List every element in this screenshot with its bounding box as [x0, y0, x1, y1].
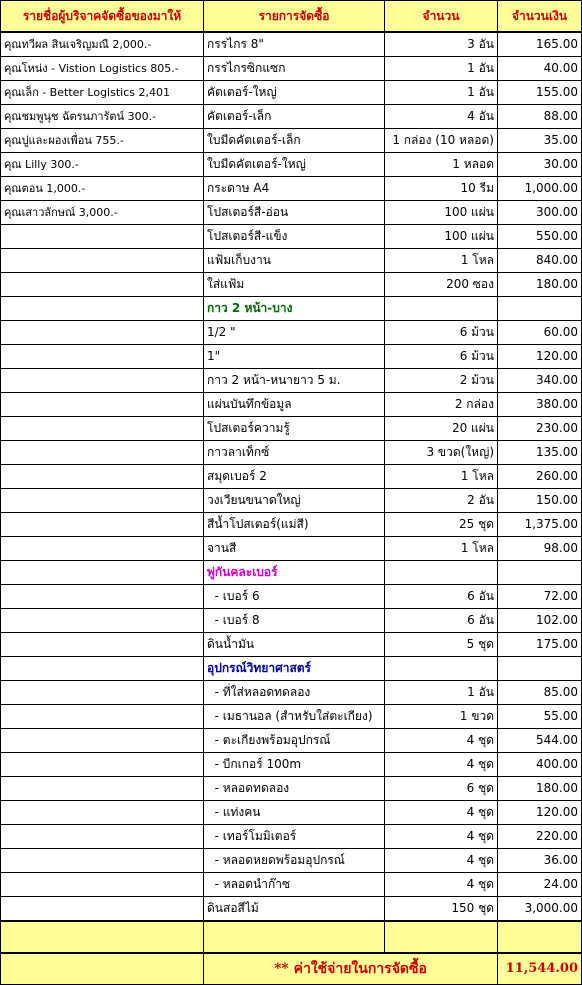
amount-cell[interactable]: 180.00 — [498, 273, 582, 297]
donor-cell[interactable] — [1, 753, 204, 777]
donor-cell[interactable] — [1, 417, 204, 441]
quantity-cell[interactable] — [385, 657, 498, 681]
item-cell[interactable]: ดินน้ำมัน — [204, 633, 385, 657]
spacer-cell[interactable] — [498, 921, 582, 953]
amount-cell[interactable]: 150.00 — [498, 489, 582, 513]
item-cell[interactable]: - หลอดนำก๊าซ — [204, 873, 385, 897]
amount-cell[interactable] — [498, 561, 582, 585]
table-row — [1, 465, 582, 489]
quantity-cell[interactable]: 3 อัน — [385, 32, 498, 57]
quantity-cell[interactable]: 1 อัน — [385, 57, 498, 81]
item-cell[interactable]: คัตเตอร์-เล็ก — [204, 105, 385, 129]
quantity-cell[interactable]: 1 ขวด — [385, 705, 498, 729]
donor-cell[interactable] — [1, 369, 204, 393]
amount-cell[interactable]: 40.00 — [498, 57, 582, 81]
quantity-cell[interactable]: 20 แผ่น — [385, 417, 498, 441]
table-row — [1, 849, 582, 873]
total-row — [1, 953, 582, 985]
item-cell[interactable]: โปสเตอร์ความรู้ — [204, 417, 385, 441]
table-row — [1, 681, 582, 705]
amount-cell[interactable]: 3,000.00 — [498, 897, 582, 922]
item-cell[interactable]: กระดาษ A4 — [204, 177, 385, 201]
donor-cell[interactable] — [1, 465, 204, 489]
item-cell[interactable]: พู่กันคละเบอร์ — [204, 561, 385, 585]
item-cell[interactable]: อุปกรณ์วิทยาศาสตร์ — [204, 657, 385, 681]
donor-cell[interactable] — [1, 489, 204, 513]
table-row — [1, 345, 582, 369]
item-cell[interactable]: กรรไกร 8" — [204, 32, 385, 57]
item-cell[interactable]: 1/2 " — [204, 321, 385, 345]
table-row — [1, 729, 582, 753]
table-row — [1, 129, 582, 153]
item-cell[interactable]: - แท่งคน — [204, 801, 385, 825]
item-cell[interactable]: - หลอดทดลอง — [204, 777, 385, 801]
item-cell[interactable]: กาว 2 หน้า-หนายาว 5 ม. — [204, 369, 385, 393]
item-cell[interactable]: วงเวียนขนาดใหญ่ — [204, 489, 385, 513]
item-cell[interactable]: สมุดเบอร์ 2 — [204, 465, 385, 489]
donor-cell[interactable] — [1, 249, 204, 273]
amount-cell[interactable]: 85.00 — [498, 681, 582, 705]
donor-cell[interactable] — [1, 705, 204, 729]
quantity-cell[interactable]: 4 ชุด — [385, 729, 498, 753]
quantity-cell[interactable]: 1 หลอด — [385, 153, 498, 177]
donor-cell[interactable] — [1, 513, 204, 537]
donor-cell[interactable] — [1, 441, 204, 465]
amount-cell[interactable]: 175.00 — [498, 633, 582, 657]
donor-cell[interactable] — [1, 297, 204, 321]
table-row — [1, 321, 582, 345]
spacer-cell[interactable] — [385, 921, 498, 953]
amount-cell[interactable]: 165.00 — [498, 32, 582, 57]
amount-cell[interactable]: 230.00 — [498, 417, 582, 441]
donor-cell[interactable]: คุณ Lilly 300.- — [1, 153, 204, 177]
amount-cell[interactable]: 102.00 — [498, 609, 582, 633]
quantity-cell[interactable]: 1 อัน — [385, 81, 498, 105]
donor-cell[interactable] — [1, 633, 204, 657]
spacer-row — [1, 921, 582, 953]
table-row — [1, 705, 582, 729]
table-row — [1, 57, 582, 81]
donor-cell[interactable] — [1, 273, 204, 297]
quantity-cell[interactable]: 2 กล่อง — [385, 393, 498, 417]
table-row — [1, 153, 582, 177]
donor-cell[interactable]: คุณเล็ก - Better Logistics 2,401 — [1, 81, 204, 105]
quantity-cell[interactable]: 4 ชุด — [385, 753, 498, 777]
table-row — [1, 441, 582, 465]
donor-cell[interactable] — [1, 825, 204, 849]
table-row — [1, 897, 582, 922]
donor-cell[interactable] — [1, 777, 204, 801]
amount-cell[interactable]: 60.00 — [498, 321, 582, 345]
item-cell[interactable]: ใบมีดคัตเตอร์-ใหญ่ — [204, 153, 385, 177]
item-cell[interactable]: ใส่แฟ้ม — [204, 273, 385, 297]
table-row — [1, 81, 582, 105]
table-row — [1, 369, 582, 393]
table-row — [1, 249, 582, 273]
header-row — [1, 1, 582, 33]
donor-cell[interactable] — [1, 681, 204, 705]
table-row — [1, 489, 582, 513]
item-cell[interactable]: แผ่นบันทึกข้อมูล — [204, 393, 385, 417]
quantity-cell[interactable]: 4 ชุด — [385, 849, 498, 873]
quantity-cell[interactable]: 4 ชุด — [385, 801, 498, 825]
amount-cell[interactable]: 35.00 — [498, 129, 582, 153]
quantity-cell[interactable] — [385, 561, 498, 585]
donor-cell[interactable] — [1, 729, 204, 753]
table-body — [1, 32, 582, 921]
item-cell[interactable]: - เทอร์โมมิเตอร์ — [204, 825, 385, 849]
table-row — [1, 537, 582, 561]
spacer-cell[interactable] — [1, 921, 204, 953]
amount-cell[interactable]: 135.00 — [498, 441, 582, 465]
quantity-cell[interactable]: 5 ชุด — [385, 633, 498, 657]
quantity-cell[interactable]: 1 กล่อง (10 หลอด) — [385, 129, 498, 153]
donors-header[interactable]: รายชื่อผู้บริจาคจัดซื้อของมาให้ — [1, 1, 204, 33]
table-row — [1, 297, 582, 321]
item-cell[interactable]: กรรไกรซิกแซก — [204, 57, 385, 81]
table-row — [1, 105, 582, 129]
item-cell[interactable]: - เบอร์ 8 — [204, 609, 385, 633]
item-cell[interactable]: - เมธานอล (สำหรับใส่ตะเกียง) — [204, 705, 385, 729]
amount-cell[interactable]: 550.00 — [498, 225, 582, 249]
amount-cell[interactable]: 120.00 — [498, 345, 582, 369]
item-cell[interactable]: - เบอร์ 6 — [204, 585, 385, 609]
donor-cell[interactable] — [1, 801, 204, 825]
table-row — [1, 825, 582, 849]
item-cell[interactable]: จานสี — [204, 537, 385, 561]
amount-cell[interactable]: 300.00 — [498, 201, 582, 225]
quantity-cell[interactable]: 4 ชุด — [385, 873, 498, 897]
donor-cell[interactable]: คุณทวีผล สินเจริญมณี 2,000.- — [1, 32, 204, 57]
table-row — [1, 609, 582, 633]
table-row — [1, 513, 582, 537]
amount-cell[interactable]: 88.00 — [498, 105, 582, 129]
spacer-cell[interactable] — [204, 921, 385, 953]
table-row — [1, 201, 582, 225]
item-cell[interactable]: แฟ้มเก็บงาน — [204, 249, 385, 273]
donor-cell[interactable]: คุณตอน 1,000.- — [1, 177, 204, 201]
table-row — [1, 585, 582, 609]
item-cell[interactable]: - ที่ใส่หลอดทดลอง — [204, 681, 385, 705]
table-row — [1, 657, 582, 681]
item-cell[interactable]: 1" — [204, 345, 385, 369]
amount-cell[interactable]: 380.00 — [498, 393, 582, 417]
item-cell[interactable]: ดินสอสีไม้ — [204, 897, 385, 922]
amount-cell[interactable]: 155.00 — [498, 81, 582, 105]
amount-cell[interactable]: 98.00 — [498, 537, 582, 561]
total-value[interactable]: 11,544.00 — [498, 953, 582, 985]
amount-header[interactable]: จำนวนเงิน — [498, 1, 582, 33]
quantity-header[interactable]: จำนวน — [385, 1, 498, 33]
table-row — [1, 32, 582, 57]
item-cell[interactable]: กาว 2 หน้า-บาง — [204, 297, 385, 321]
quantity-cell[interactable]: 3 ขวด(ใหญ่) — [385, 441, 498, 465]
items-header[interactable]: รายการจัดซื้อ — [204, 1, 385, 33]
donor-cell[interactable] — [1, 225, 204, 249]
donor-cell[interactable]: คุณโหน่ง - Vistion Logistics 805.- — [1, 57, 204, 81]
donor-cell[interactable] — [1, 537, 204, 561]
donor-cell[interactable] — [1, 321, 204, 345]
quantity-cell[interactable]: 1 โหล — [385, 249, 498, 273]
item-cell[interactable]: ใบมีดคัตเตอร์-เล็ก — [204, 129, 385, 153]
item-cell[interactable]: โปสเตอร์สี-แข็ง — [204, 225, 385, 249]
donor-cell[interactable]: คุณชมพูนุช ฉัตรนภารัตน์ 300.- — [1, 105, 204, 129]
item-cell[interactable]: กาวลาเท็กซ์ — [204, 441, 385, 465]
amount-cell[interactable]: 30.00 — [498, 153, 582, 177]
quantity-cell[interactable]: 6 อัน — [385, 585, 498, 609]
table-row — [1, 177, 582, 201]
quantity-cell[interactable]: 2 ม้วน — [385, 369, 498, 393]
donor-cell[interactable] — [1, 585, 204, 609]
amount-cell[interactable]: 120.00 — [498, 801, 582, 825]
quantity-cell[interactable] — [385, 297, 498, 321]
item-cell[interactable]: โปสเตอร์สี-อ่อน — [204, 201, 385, 225]
quantity-cell[interactable]: 2 อัน — [385, 489, 498, 513]
table-row — [1, 393, 582, 417]
quantity-cell[interactable]: 25 ชุด — [385, 513, 498, 537]
table-row — [1, 633, 582, 657]
amount-cell[interactable] — [498, 297, 582, 321]
amount-cell[interactable]: 36.00 — [498, 849, 582, 873]
total-empty-cell[interactable] — [1, 953, 204, 985]
donor-cell[interactable] — [1, 393, 204, 417]
table-row — [1, 753, 582, 777]
donor-cell[interactable] — [1, 345, 204, 369]
donor-cell[interactable] — [1, 561, 204, 585]
quantity-cell[interactable]: 150 ชุด — [385, 897, 498, 922]
donor-cell[interactable] — [1, 897, 204, 922]
amount-cell[interactable] — [498, 657, 582, 681]
quantity-cell[interactable]: 100 แผ่น — [385, 225, 498, 249]
table-row — [1, 225, 582, 249]
amount-cell[interactable]: 24.00 — [498, 873, 582, 897]
item-cell[interactable]: - บีกเกอร์ 100m — [204, 753, 385, 777]
amount-cell[interactable]: 1,375.00 — [498, 513, 582, 537]
amount-cell[interactable]: 400.00 — [498, 753, 582, 777]
table-row — [1, 873, 582, 897]
quantity-cell[interactable]: 1 โหล — [385, 537, 498, 561]
amount-cell[interactable]: 260.00 — [498, 465, 582, 489]
table-row — [1, 417, 582, 441]
quantity-cell[interactable]: 10 รีม — [385, 177, 498, 201]
amount-cell[interactable]: 840.00 — [498, 249, 582, 273]
quantity-cell[interactable]: 4 อัน — [385, 105, 498, 129]
total-label[interactable]: ** ค่าใช้จ่ายในการจัดซื้อ — [204, 953, 498, 985]
amount-cell[interactable]: 180.00 — [498, 777, 582, 801]
quantity-cell[interactable]: 6 ม้วน — [385, 345, 498, 369]
amount-cell[interactable]: 55.00 — [498, 705, 582, 729]
amount-cell[interactable]: 544.00 — [498, 729, 582, 753]
amount-cell[interactable]: 1,000.00 — [498, 177, 582, 201]
item-cell[interactable]: - ตะเกียงพร้อมอุปกรณ์ — [204, 729, 385, 753]
quantity-cell[interactable]: 100 แผ่น — [385, 201, 498, 225]
quantity-cell[interactable]: 1 อัน — [385, 681, 498, 705]
quantity-cell[interactable]: 6 ม้วน — [385, 321, 498, 345]
item-cell[interactable]: สีน้ำโปสเตอร์(แม่สี) — [204, 513, 385, 537]
table-row — [1, 777, 582, 801]
table-row — [1, 273, 582, 297]
table-row — [1, 801, 582, 825]
quantity-cell[interactable]: 200 ซอง — [385, 273, 498, 297]
donor-cell[interactable] — [1, 849, 204, 873]
donor-cell[interactable] — [1, 873, 204, 897]
quantity-cell[interactable]: 1 โหล — [385, 465, 498, 489]
amount-cell[interactable]: 72.00 — [498, 585, 582, 609]
donor-cell[interactable]: คุณเสาวลักษณ์ 3,000.- — [1, 201, 204, 225]
quantity-cell[interactable]: 6 อัน — [385, 609, 498, 633]
item-cell[interactable]: คัตเตอร์-ใหญ่ — [204, 81, 385, 105]
quantity-cell[interactable]: 6 ชุด — [385, 777, 498, 801]
amount-cell[interactable]: 340.00 — [498, 369, 582, 393]
table-row — [1, 561, 582, 585]
quantity-cell[interactable]: 4 ชุด — [385, 825, 498, 849]
amount-cell[interactable]: 220.00 — [498, 825, 582, 849]
donor-cell[interactable] — [1, 609, 204, 633]
donor-cell[interactable]: คุณปูและผองเพื่อน 755.- — [1, 129, 204, 153]
donor-cell[interactable] — [1, 657, 204, 681]
item-cell[interactable]: - หลอดหยดพร้อมอุปกรณ์ — [204, 849, 385, 873]
